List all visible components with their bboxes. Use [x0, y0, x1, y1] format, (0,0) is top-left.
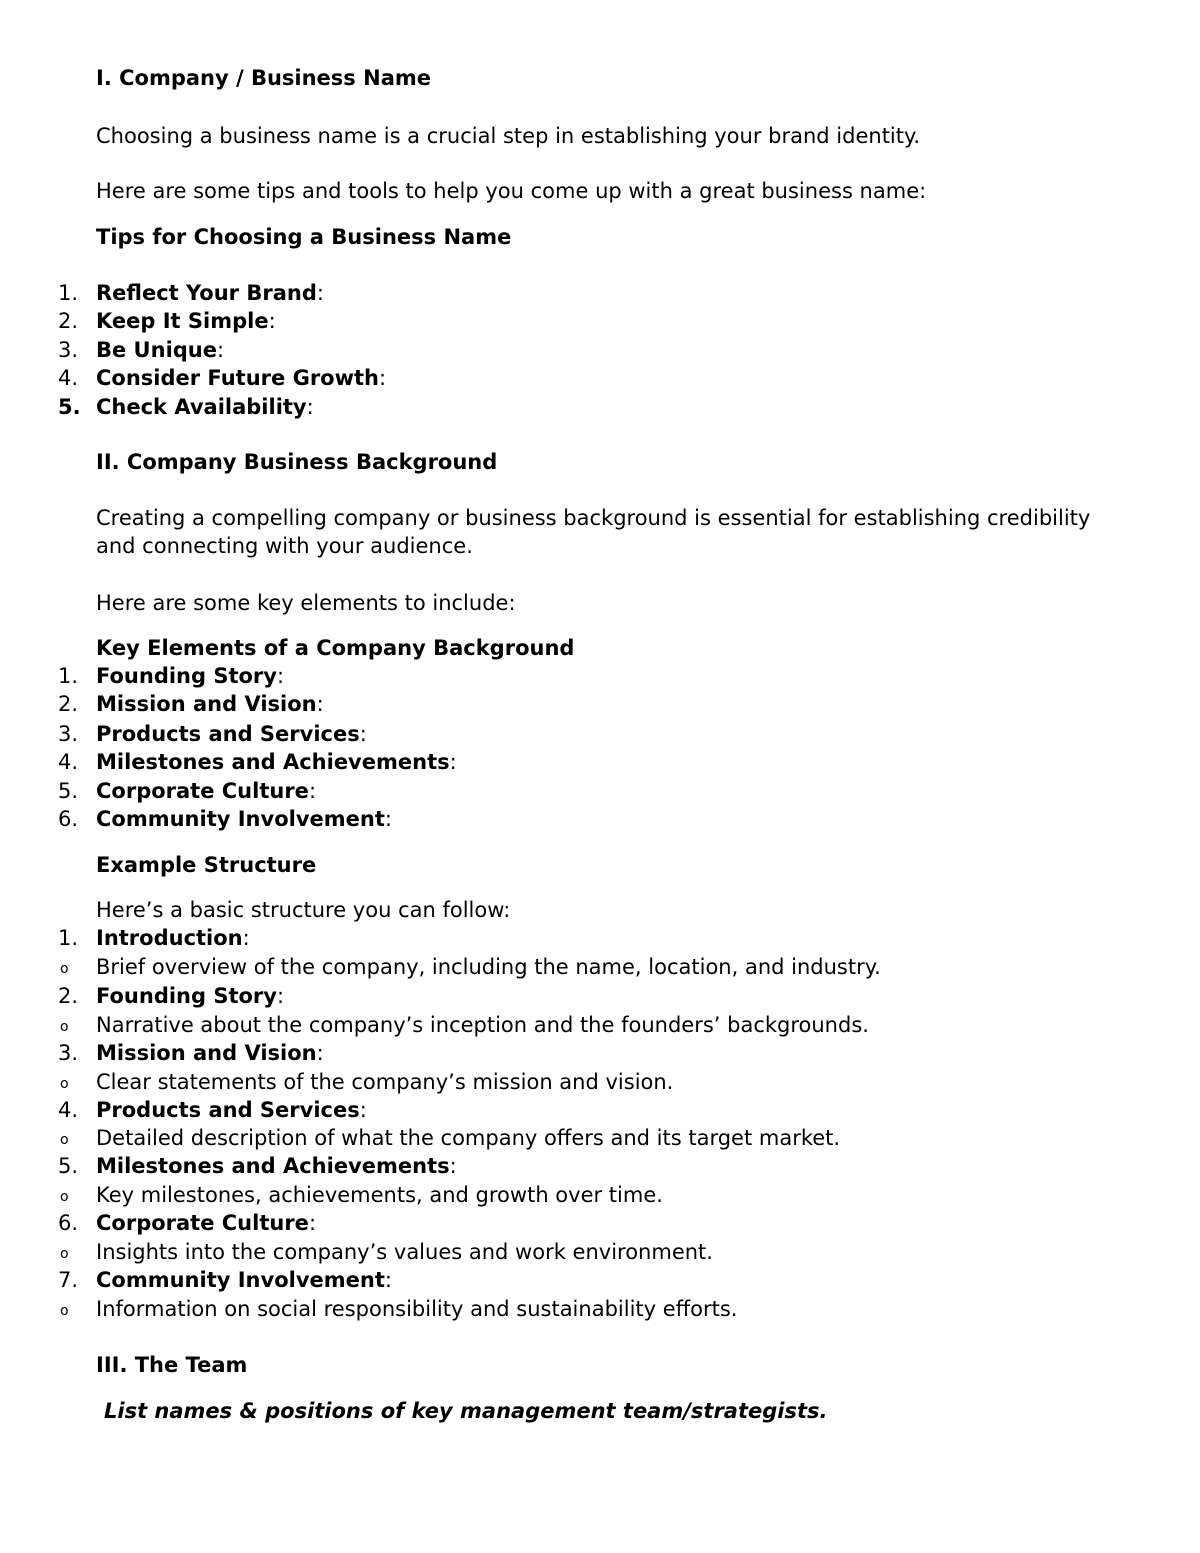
structure-label: Corporate Culture — [96, 1211, 309, 1235]
tip-label: Check Availability — [96, 395, 307, 419]
list-number: 2. — [58, 984, 79, 1008]
structure-suffix: : — [449, 1154, 457, 1178]
bullet-icon: o — [60, 1132, 69, 1148]
list-number: 5. — [58, 779, 79, 803]
structure-detail-text: Narrative about the company’s inception and the founders’ backgrounds. — [96, 1013, 869, 1037]
element-suffix: : — [308, 779, 317, 803]
structure-detail-text: Detailed description of what the company offers and its target market. — [96, 1126, 841, 1150]
section-1-heading: I. Company / Business Name — [96, 66, 431, 90]
section-2-lead: Here are some key elements to include: — [96, 591, 516, 615]
tip-label: Keep It Simple — [96, 309, 269, 333]
structure-label: Founding Story — [96, 984, 277, 1008]
list-number: 1. — [58, 926, 79, 950]
list-number: 3. — [58, 722, 79, 746]
structure-label: Products and Services — [96, 1098, 360, 1122]
elements-subheading: Key Elements of a Company Background — [96, 636, 575, 660]
list-number: 6. — [58, 807, 79, 831]
element-suffix: : — [316, 692, 324, 716]
element-label: Milestones and Achievements — [96, 750, 450, 774]
team-note: List names & positions of key management team/strategists. — [104, 1399, 828, 1423]
tip-suffix: : — [316, 281, 324, 305]
bullet-icon: o — [60, 1189, 69, 1205]
structure-suffix: : — [308, 1211, 317, 1235]
tips-subheading: Tips for Choosing a Business Name — [96, 225, 512, 249]
structure-suffix: : — [384, 1268, 392, 1292]
structure-detail-text: Information on social responsibility and sustainability efforts. — [96, 1297, 738, 1321]
section-1-lead: Here are some tips and tools to help you come up with a great business name: — [96, 179, 927, 203]
list-number: 2. — [58, 309, 79, 333]
section-3-heading: III. The Team — [96, 1353, 248, 1377]
list-number: 7. — [58, 1268, 79, 1292]
structure-suffix: : — [276, 984, 285, 1008]
element-suffix: : — [449, 750, 457, 774]
bullet-icon: o — [60, 1246, 69, 1262]
list-number: 1. — [58, 664, 79, 688]
tip-label: Consider Future Growth — [96, 366, 379, 390]
tip-suffix: : — [217, 338, 225, 362]
bullet-icon: o — [60, 961, 69, 977]
tip-label: Reflect Your Brand — [96, 281, 317, 305]
example-structure-lead: Here’s a basic structure you can follow: — [96, 898, 511, 922]
structure-suffix: : — [359, 1098, 367, 1122]
list-number: 5. — [58, 1154, 79, 1178]
structure-suffix: : — [242, 926, 250, 950]
list-number: 4. — [58, 366, 79, 390]
section-2-intro: Creating a compelling company or business background is essential for establishing credibility and connecting with your audience. — [96, 506, 1091, 558]
structure-detail-text: Clear statements of the company’s mission and vision. — [96, 1070, 674, 1094]
structure-label: Introduction — [96, 926, 243, 950]
element-label: Mission and Vision — [96, 692, 317, 716]
list-number: 2. — [58, 692, 79, 716]
structure-detail-text: Insights into the company’s values and work environment. — [96, 1240, 713, 1264]
list-number: 4. — [58, 750, 79, 774]
section-2-heading: II. Company Business Background — [96, 450, 498, 474]
list-number: 1. — [58, 281, 79, 305]
section-1-intro: Choosing a business name is a crucial step in establishing your brand identity. — [96, 124, 921, 148]
structure-label: Mission and Vision — [96, 1041, 317, 1065]
bullet-icon: o — [60, 1303, 69, 1319]
element-suffix: : — [359, 722, 367, 746]
list-number: 3. — [58, 1041, 79, 1065]
element-label: Products and Services — [96, 722, 360, 746]
bullet-icon: o — [60, 1019, 69, 1035]
tip-suffix: : — [306, 395, 314, 419]
tip-label: Be Unique — [96, 338, 217, 362]
tip-suffix: : — [379, 366, 387, 390]
list-number: 5. — [58, 395, 81, 419]
list-number: 6. — [58, 1211, 79, 1235]
structure-detail-text: Key milestones, achievements, and growth over time. — [96, 1183, 663, 1207]
element-label: Founding Story — [96, 664, 277, 688]
example-structure-heading: Example Structure — [96, 853, 317, 877]
structure-label: Community Involvement — [96, 1268, 385, 1292]
element-label: Corporate Culture — [96, 779, 309, 803]
element-label: Community Involvement — [96, 807, 385, 831]
bullet-icon: o — [60, 1076, 69, 1092]
element-suffix: : — [276, 664, 285, 688]
tip-suffix: : — [268, 309, 276, 333]
structure-label: Milestones and Achievements — [96, 1154, 450, 1178]
list-number: 3. — [58, 338, 79, 362]
structure-detail-text: Brief overview of the company, including the name, location, and industry. — [96, 955, 881, 979]
structure-suffix: : — [316, 1041, 324, 1065]
list-number: 4. — [58, 1098, 79, 1122]
element-suffix: : — [384, 807, 392, 831]
